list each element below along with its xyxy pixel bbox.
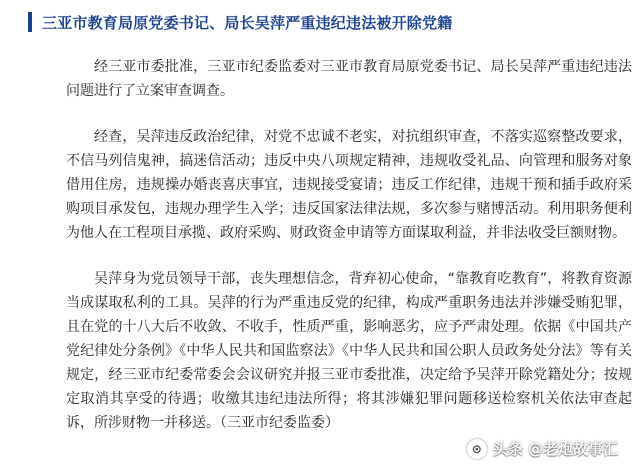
watermark [467,438,618,459]
article-body [66,55,632,459]
headline-accent-bar [28,12,32,32]
article-paragraph-1: 经三亚市委批准，三亚市纪委监委对三亚市教育局原党委书记、局长吴萍严重违纪违法问题进行了立案审查调查。 [66,59,632,99]
headline-bar [28,10,632,34]
watermark-text: 头条 @老炮故事汇 [492,440,618,458]
toutiao-logo-icon: ⊙ [467,439,487,459]
article-paragraph-3: 吴萍身为党员领导干部，丧失理想信念，背弃初心使命，“靠教育吃教育”，将教育资源当成谋取私利的工具。吴萍的行为严重违反党的纪律，构成严重职务违法并涉嫌受贿犯罪，且在党的十八大后不收敛、不收手，性质严重，影响恶劣，应予严肃处理。依据《中国共产党纪律处分条例》《中华人民共和国监察法》《中华人民共和国公职人员政务处分法》等有关规定，经三亚市纪委常委会会议研究并报三亚市委批准，决定给予吴萍开除党籍处分；按规定取消其享受的待遇；收缴其违纪违法所得；将其涉嫌犯罪问题移送检察机关依法审查起诉，所涉财物一并移送。（三亚市纪委监委） [66,271,632,431]
headline-title: 三亚市教育局原党委书记、局长吴萍严重违纪违法被开除党籍 [42,13,453,32]
article-paragraph-2: 经查，吴萍违反政治纪律，对党不忠诚不老实，对抗组织审查，不落实巡察整改要求，不信马列信鬼神，搞迷信活动；违反中央八项规定精神，违规收受礼品、向管理和服务对象借用住房，违规操办婚丧喜庆事宜，违规接受宴请；违反工作纪律，违规干预和插手政府采购项目承发包，违规办理学生入学；违反国家法律法规，多次参与赌博活动。利用职务便利为他人在工程项目承揽、政府采购、财政资金申请等方面谋取利益，并非法收受巨额财物。 [66,129,632,241]
